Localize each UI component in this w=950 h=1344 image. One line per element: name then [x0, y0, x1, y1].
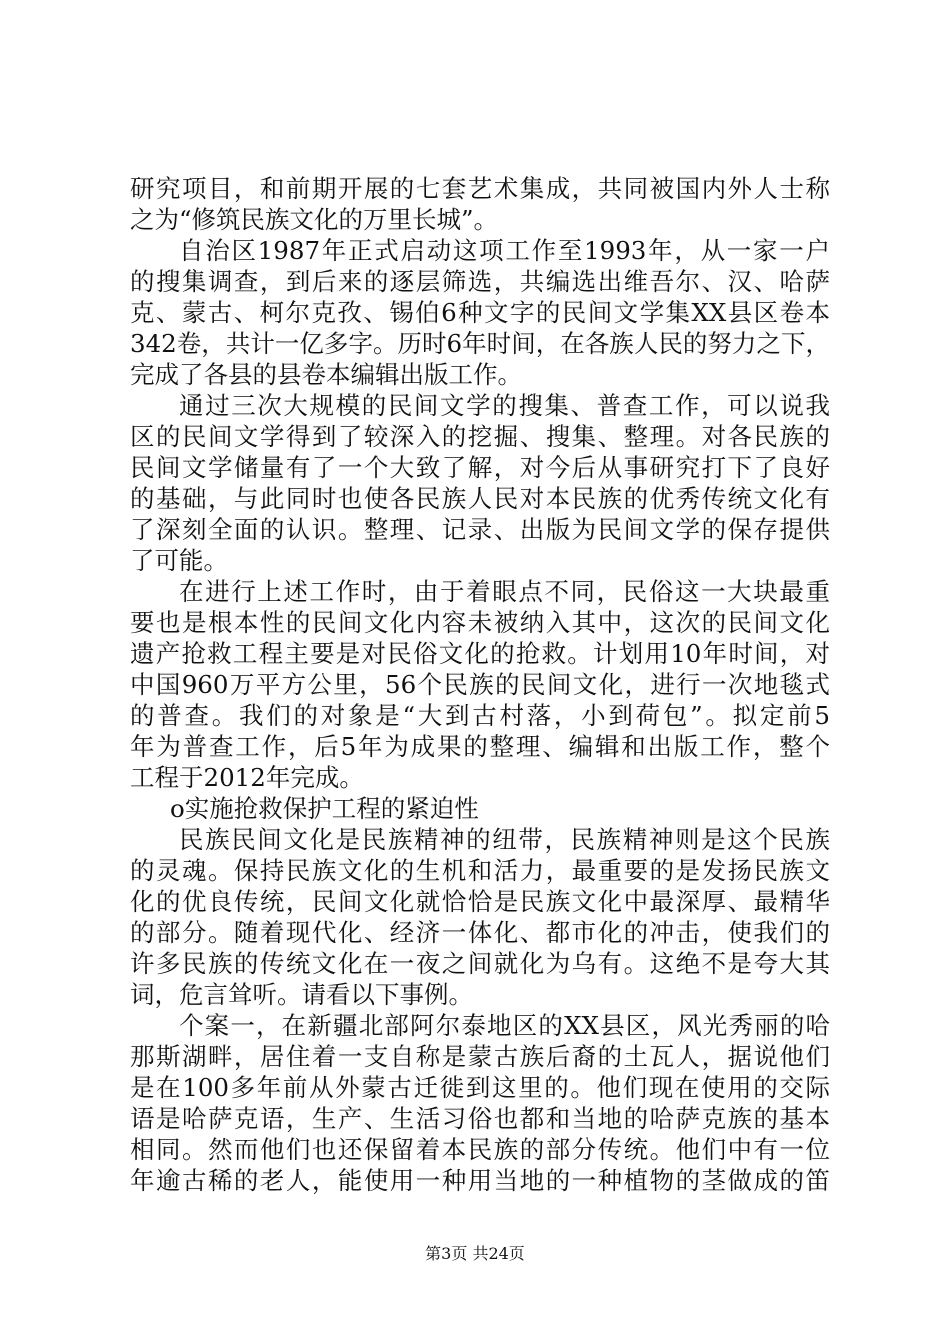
text-line: 年为普查工作，后5年为成果的整理、编辑和出版工作，整个 — [130, 732, 830, 761]
text-line: 的部分。随着现代化、经济一体化、都市化的冲击，使我们的 — [130, 918, 830, 947]
text-line: 自治区1987年正式启动这项工作至1993年，从一家一户 — [179, 236, 830, 265]
section-heading: o实施抢救保护工程的紧迫性 — [170, 794, 479, 823]
text-line: 是在100多年前从外蒙古迁徙到这里的。他们现在使用的交际 — [130, 1073, 830, 1102]
text-line: 个案一，在新疆北部阿尔泰地区的XX县区，风光秀丽的哈 — [179, 1011, 830, 1040]
text-line: 化的优良传统，民间文化就恰恰是民族文化中最深厚、最精华 — [130, 887, 830, 916]
text-line: 342卷，共计一亿多字。历时6年时间，在各族人民的努力之下， — [130, 329, 830, 358]
text-line: 许多民族的传统文化在一夜之间就化为乌有。这绝不是夸大其 — [130, 949, 830, 978]
text-line: 研究项目，和前期开展的七套艺术集成，共同被国内外人士称 — [130, 174, 830, 203]
text-line: 了可能。 — [130, 546, 228, 575]
document-body — [130, 173, 830, 1196]
text-line: 民族民间文化是民族精神的纽带，民族精神则是这个民族 — [179, 825, 830, 854]
text-line: 在进行上述工作时，由于着眼点不同，民俗这一大块最重 — [179, 577, 830, 606]
text-line: 了深刻全面的认识。整理、记录、出版为民间文学的保存提供 — [130, 515, 830, 544]
text-line: 的搜集调查，到后来的逐层筛选，共编选出维吾尔、汉、哈萨 — [130, 267, 830, 296]
text-line: 要也是根本性的民间文化内容未被纳入其中，这次的民间文化 — [130, 608, 830, 637]
text-line: 的普查。我们的对象是“大到古村落，小到荷包”。拟定前5 — [130, 701, 830, 730]
text-line: 语是哈萨克语，生产、生活习俗也都和当地的哈萨克族的基本 — [130, 1104, 830, 1133]
text-line: 遗产抢救工程主要是对民俗文化的抢救。计划用10年时间，对 — [130, 639, 830, 668]
text-line: 相同。然而他们也还保留着本民族的部分传统。他们中有一位 — [130, 1135, 830, 1164]
page-footer: 第3页 共24页 — [425, 1244, 525, 1263]
text-line: 那斯湖畔，居住着一支自称是蒙古族后裔的土瓦人，据说他们 — [130, 1042, 830, 1071]
text-line: 通过三次大规模的民间文学的搜集、普查工作，可以说我 — [179, 391, 830, 420]
text-line: 年逾古稀的老人，能使用一种用当地的一种植物的茎做成的笛 — [130, 1166, 830, 1195]
text-line: 中国960万平方公里，56个民族的民间文化，进行一次地毯式 — [130, 670, 830, 699]
text-line: 词，危言耸听。请看以下事例。 — [130, 980, 473, 1009]
text-line: 工程于2012年完成。 — [130, 763, 364, 792]
text-line: 克、蒙古、柯尔克孜、锡伯6种文字的民间文学集XX县区卷本 — [130, 298, 830, 327]
text-line: 之为“修筑民族文化的万里长城”。 — [130, 205, 499, 234]
text-line: 区的民间文学得到了较深入的挖掘、搜集、整理。对各民族的 — [130, 422, 830, 451]
text-line: 的基础，与此同时也使各民族人民对本民族的优秀传统文化有 — [130, 484, 830, 513]
text-line: 完成了各县的县卷本编辑出版工作。 — [130, 360, 522, 389]
text-line: 的灵魂。保持民族文化的生机和活力，最重要的是发扬民族文 — [130, 856, 830, 885]
text-line: 民间文学储量有了一个大致了解，对今后从事研究打下了良好 — [130, 453, 830, 482]
